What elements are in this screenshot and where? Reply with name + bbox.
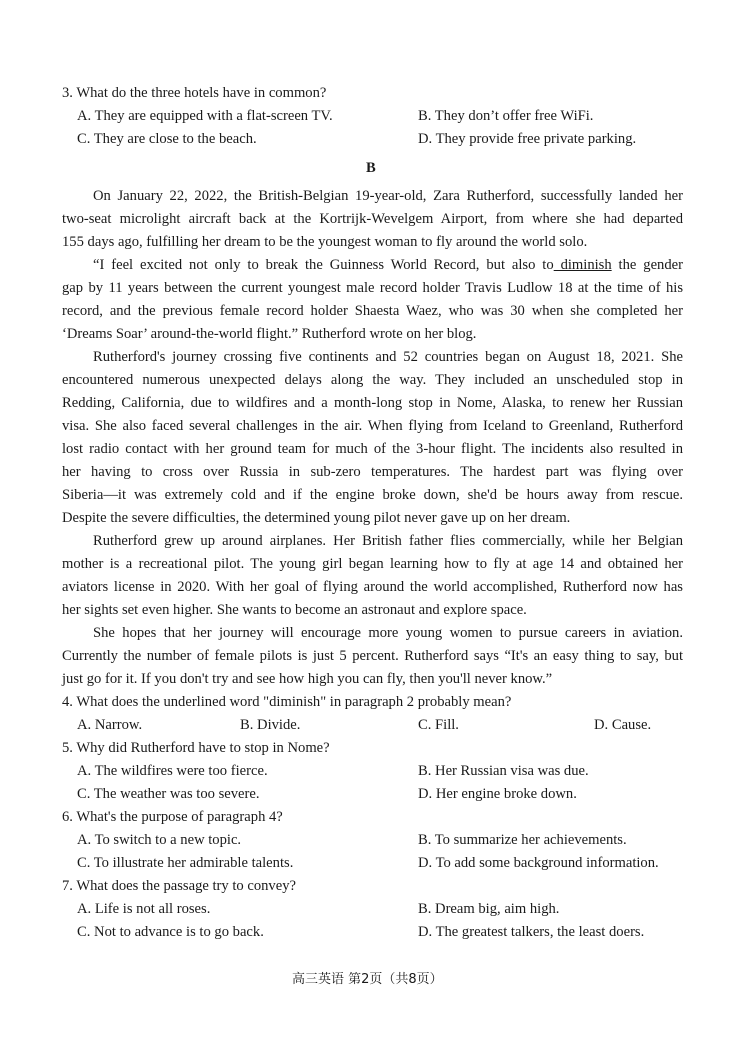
q3-option-c: C. They are close to the beach. [77,131,257,147]
q5-option-d: D. Her engine broke down. [418,786,577,802]
q4-option-d: D. Cause. [594,717,652,733]
q6-option-a: A. To switch to a new topic. [77,832,242,848]
p5-line-1: She hopes that her journey will encourage more young women to pursue careers in aviation. [93,625,683,641]
q3-option-d: D. They provide free private parking. [418,131,637,147]
p1-line-3: 155 days ago, fulfilling her dream to be the youngest woman to fly around the world solo. [62,234,588,250]
p4-line-4: her sights set even higher. She wants to become an astronaut and explore space. [62,602,527,618]
p3-line-6: her having to cross over Russia in sub-zero temperatures. The hardest part was flying over [62,464,683,480]
p4-line-1: Rutherford grew up around airplanes. Her British father flies commercially, while her Belgian [93,533,683,549]
q4-stem: 4. What does the underlined word "diminish" in paragraph 2 probably mean? [62,694,512,710]
p5-line-3: just go for it. If you don't try and see how high you can fly, then you'll never know.” [62,671,553,687]
q4-option-b: B. Divide. [240,717,301,733]
underlined-word-diminish: diminish [553,257,612,273]
page-footer: 高三英语 第2页（共8页） [292,972,443,987]
p3-line-7: Siberia—it was extremely cold and if the engine broke down, she'd be hours away from rescue. [62,487,683,503]
p4-line-2: mother is a recreational pilot. The young girl began learning how to fly at age 14 and obtained her [62,556,683,572]
q5-option-b: B. Her Russian visa was due. [418,763,589,779]
q7-option-b: B. Dream big, aim high. [418,901,560,917]
p2-line-1 [93,256,683,274]
q5-stem: 5. Why did Rutherford have to stop in Nome? [62,740,330,756]
q3-stem: 3. What do the three hotels have in common? [62,85,327,101]
p2-line-4: ‘Dreams Soar’ around-the-world flight.” Rutherford wrote on her blog. [62,326,477,342]
p2-line-3: record, and the previous female record holder Shaesta Waez, who was 30 when she completed her [62,303,683,319]
q5-option-a: A. The wildfires were too fierce. [77,763,268,779]
q7-option-a: A. Life is not all roses. [77,901,211,917]
q7-stem: 7. What does the passage try to convey? [62,878,296,894]
p2-text-a: “I feel excited not only to break the Guinness World Record, but also to [93,257,554,273]
p3-line-3: Redding, California, due to wildfires and a month-long stop in Nome, Alaska, to renew her Russian [62,395,683,411]
q7-option-d: D. The greatest talkers, the least doers. [418,924,645,940]
q6-option-b: B. To summarize her achievements. [418,832,627,848]
q4-option-c: C. Fill. [418,717,459,733]
q6-stem: 6. What's the purpose of paragraph 4? [62,809,283,825]
q6-option-c: C. To illustrate her admirable talents. [77,855,294,871]
q3-option-a: A. They are equipped with a flat-screen TV. [77,108,333,124]
p1-line-1: On January 22, 2022, the British-Belgian 19-year-old, Zara Rutherford, successfully landed her [93,188,683,204]
p1-line-2: two-seat microlight aircraft back at the Kortrijk-Wevelgem Airport, from where she had departed [62,211,683,227]
p3-line-8: Despite the severe difficulties, the determined young pilot never gave up on her dream. [62,510,571,526]
p3-line-1: Rutherford's journey crossing five continents and 52 countries began on August 18, 2021. She [93,349,683,365]
p3-line-5: lost radio contact with her ground team for much of the 3-hour flight. The incidents also resulted in [62,441,683,457]
p5-line-2: Currently the number of female pilots is just 5 percent. Rutherford says “It's an easy thing to say, but [62,648,683,664]
p3-line-4: visa. She also faced several challenges in the air. When flying from Iceland to Greenland, Rutherford [62,418,683,434]
q3-option-b: B. They don’t offer free WiFi. [418,108,594,124]
q6-option-d: D. To add some background information. [418,855,659,871]
p4-line-3: aviators license in 2020. With her goal of flying around the world accomplished, Rutherford now has [62,579,683,595]
p2-text-b: the gender [611,257,683,273]
p3-line-2: encountered numerous unexpected delays along the way. They included an unscheduled stop in [62,372,683,388]
q5-option-c: C. The weather was too severe. [77,786,260,802]
section-heading: B [366,160,376,176]
q4-option-a: A. Narrow. [77,717,143,733]
q7-option-c: C. Not to advance is to go back. [77,924,264,940]
p2-line-2: gap by 11 years between the current youngest male record holder Travis Ludlow 18 at the time of his [62,280,683,296]
